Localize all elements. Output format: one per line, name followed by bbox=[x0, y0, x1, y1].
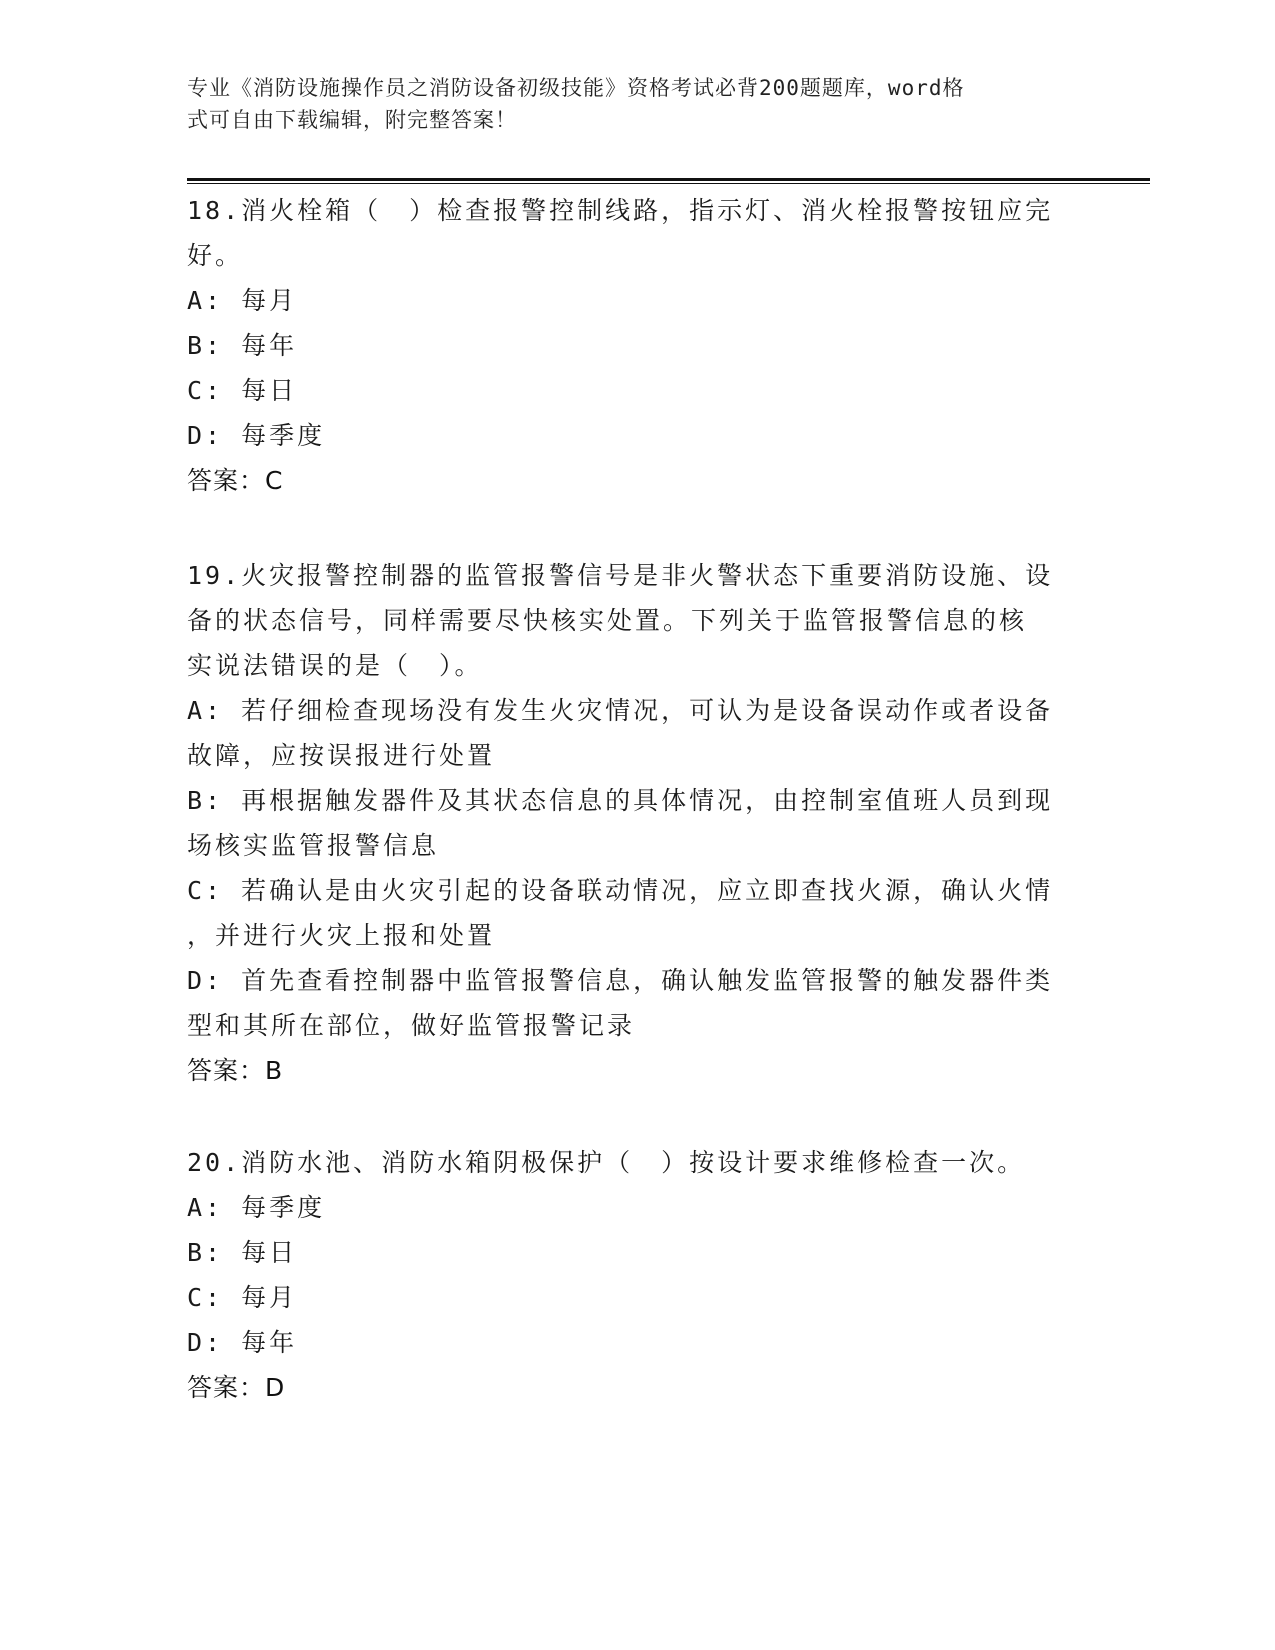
question-text-line: 实说法错误的是（ ）。 bbox=[187, 651, 483, 680]
header-divider-thick bbox=[187, 178, 1150, 181]
option-d: D: 每年 bbox=[187, 1328, 298, 1357]
header-line-1: 专业《消防设施操作员之消防设备初级技能》资格考试必背200题题库，word格 bbox=[187, 76, 965, 100]
question-text-line: 19.火灾报警控制器的监管报警信号是非火警状态下重要消防设施、设 bbox=[187, 561, 1054, 590]
option-b: B: 每日 bbox=[187, 1238, 298, 1267]
question-text-line: 18.消火栓箱（ ）检查报警控制线路，指示灯、消火栓报警按钮应完 bbox=[187, 196, 1054, 225]
option-c: C: 每日 bbox=[187, 376, 298, 405]
option-d: D: 首先查看控制器中监管报警信息，确认触发监管报警的触发器件类 bbox=[187, 966, 1054, 995]
question-18 bbox=[187, 188, 1087, 503]
option-a: A: 每季度 bbox=[187, 1193, 326, 1222]
question-text-line: 20.消防水池、消防水箱阴极保护（ ）按设计要求维修检查一次。 bbox=[187, 1148, 1026, 1177]
option-b: B: 每年 bbox=[187, 331, 298, 360]
option-b-continued: 场核实监管报警信息 bbox=[187, 831, 440, 860]
header-line-2: 式可自由下载编辑，附完整答案！ bbox=[187, 108, 517, 132]
option-a: A: 若仔细检查现场没有发生火灾情况，可认为是设备误动作或者设备 bbox=[187, 696, 1054, 725]
question-19 bbox=[187, 553, 1087, 1093]
header-divider-thin bbox=[187, 183, 1150, 184]
option-c-continued: ，并进行火灾上报和处置 bbox=[187, 921, 496, 950]
document-header bbox=[187, 72, 1067, 136]
answer-line: 答案：D bbox=[187, 1373, 286, 1402]
question-text-line: 备的状态信号，同样需要尽快核实处置。下列关于监管报警信息的核 bbox=[187, 606, 1028, 635]
question-20 bbox=[187, 1140, 1087, 1410]
option-d: D: 每季度 bbox=[187, 421, 326, 450]
option-d-continued: 型和其所在部位，做好监管报警记录 bbox=[187, 1011, 636, 1040]
option-a: A: 每月 bbox=[187, 286, 298, 315]
option-c: C: 每月 bbox=[187, 1283, 298, 1312]
question-text-line: 好。 bbox=[187, 241, 244, 270]
option-c: C: 若确认是由火灾引起的设备联动情况，应立即查找火源，确认火情 bbox=[187, 876, 1054, 905]
answer-line: 答案：B bbox=[187, 1056, 284, 1085]
option-b: B: 再根据触发器件及其状态信息的具体情况，由控制室值班人员到现 bbox=[187, 786, 1054, 815]
option-a-continued: 故障，应按误报进行处置 bbox=[187, 741, 496, 770]
answer-line: 答案：C bbox=[187, 466, 284, 495]
